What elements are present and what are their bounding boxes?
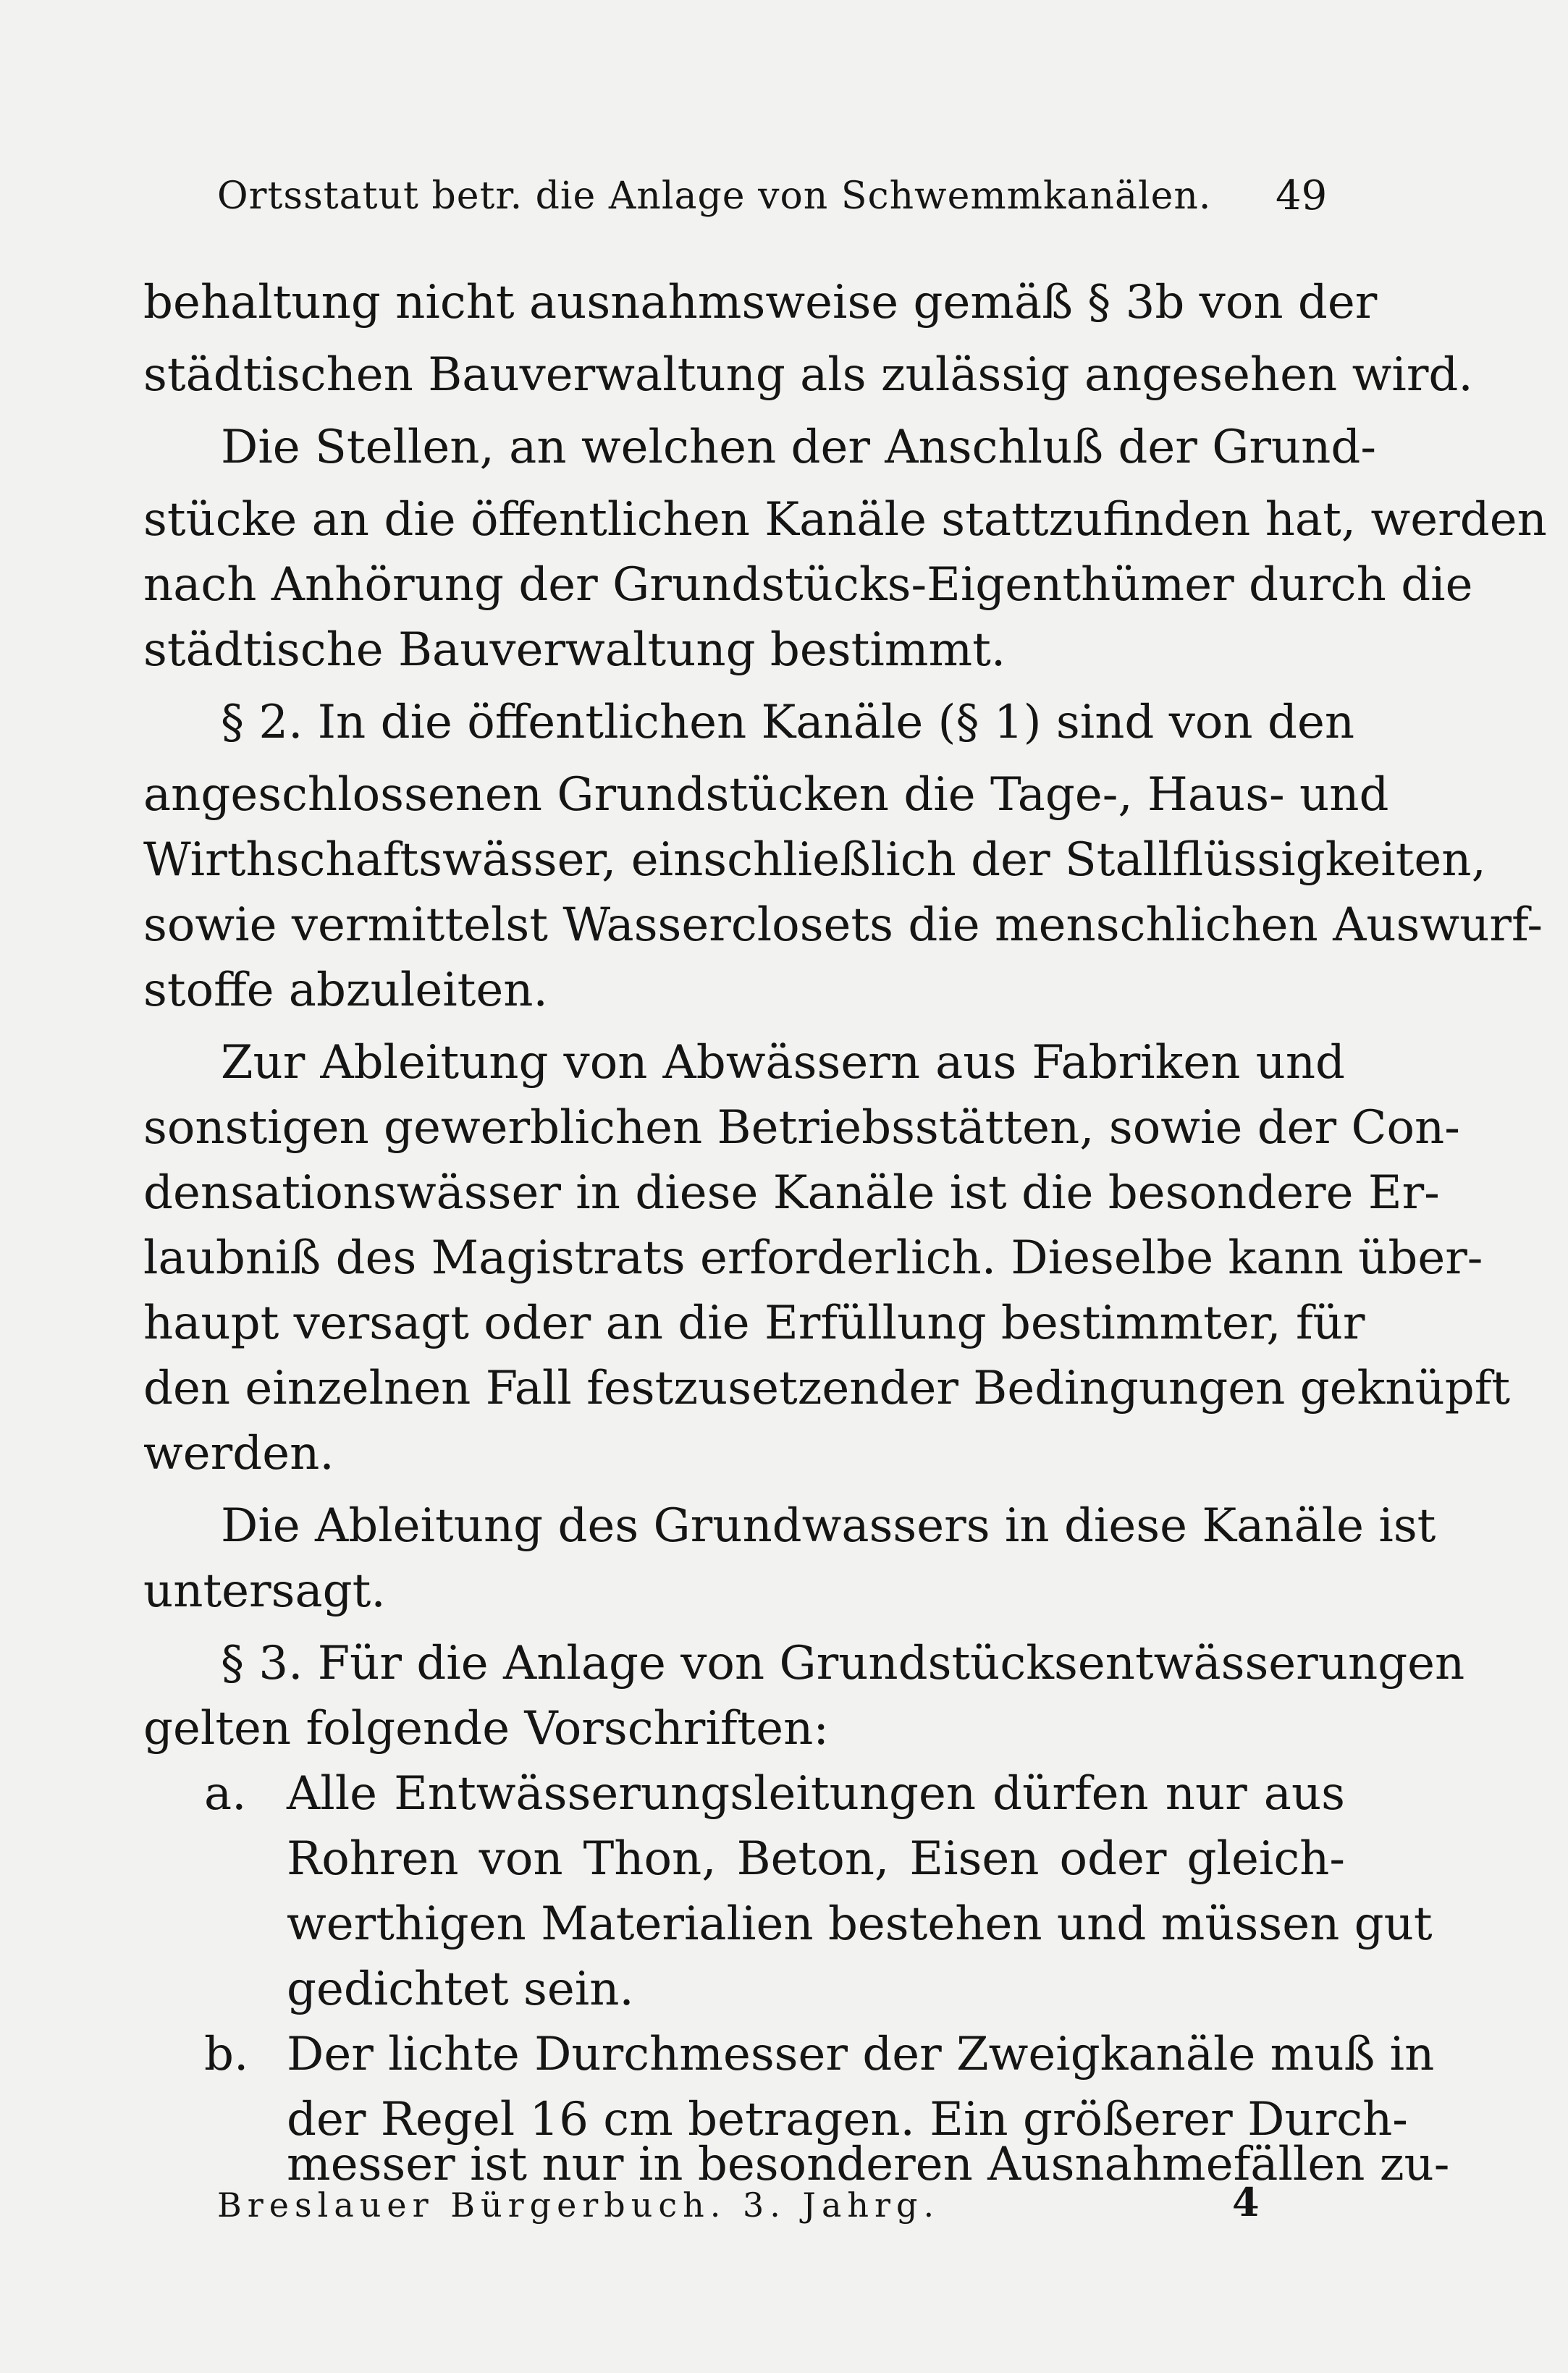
text-line: gedichtet sein. [287, 1963, 634, 2016]
text-line: städtischen Bauverwaltung als zulässig angesehen wird. [143, 348, 1473, 402]
text-line: untersagt. [143, 1564, 386, 1618]
list-marker-a: a. [204, 1767, 247, 1821]
text-line: Der lichte Durchmesser der Zweigkanäle muß in [287, 2028, 1435, 2081]
text-line: messer ist nur in besonderen Ausnahmefällen zu- [287, 2138, 1450, 2191]
text-line: sonstigen gewerblichen Betriebsstätten, sowie der Con- [143, 1101, 1460, 1155]
text-line: Die Ableitung des Grundwassers in diese Kanäle ist [221, 1499, 1436, 1553]
text-line: den einzelnen Fall festzusetzender Bedingungen geknüpft [143, 1362, 1511, 1415]
text-line: nach Anhörung der Grundstücks-Eigenthümer durch die [143, 558, 1473, 612]
running-header-title: Ortsstatut betr. die Anlage von Schwemmkanälen. [217, 174, 1212, 218]
text-line: angeschlossenen Grundstücken die Tage-, Haus- und [143, 768, 1389, 822]
text-line: der Regel 16 cm betragen. Ein größerer Durch- [287, 2093, 1408, 2146]
list-marker-b: b. [204, 2028, 249, 2081]
text-line: werthigen Materialien bestehen und müssen gut [287, 1897, 1433, 1951]
text-line: densationswässer in diese Kanäle ist die besondere Er- [143, 1166, 1440, 1220]
page-number: 49 [1276, 172, 1328, 219]
text-line: städtische Bauverwaltung bestimmt. [143, 623, 1006, 677]
text-line: laubniß des Magistrats erforderlich. Dieselbe kann über- [143, 1231, 1483, 1285]
printer-signature: Breslauer Bürgerbuch. 3. Jahrg. [217, 2186, 940, 2225]
text-line: § 3. Für die Anlage von Grundstücksentwässerungen [221, 1637, 1465, 1690]
text-line: Alle Entwässerungsleitungen dürfen nur aus [287, 1767, 1345, 1821]
text-line: stücke an die öffentlichen Kanäle stattzufinden hat, werden [143, 493, 1547, 547]
sheet-number: 4 [1232, 2179, 1260, 2225]
text-line: sowie vermittelst Wasserclosets die menschlichen Auswurf- [143, 898, 1543, 952]
text-line: § 2. In die öffentlichen Kanäle (§ 1) sind von den [221, 696, 1355, 749]
text-line: Die Stellen, an welchen der Anschluß der Grund- [221, 421, 1376, 474]
text-line: Zur Ableitung von Abwässern aus Fabriken und [221, 1036, 1345, 1089]
text-line: Wirthschaftswässer, einschließlich der Stallflüssigkeiten, [143, 833, 1486, 887]
text-line: behaltung nicht ausnahmsweise gemäß § 3b von der [143, 276, 1378, 329]
text-line: werden. [143, 1427, 334, 1480]
text-line: Rohren von Thon, Beton, Eisen oder gleich- [287, 1832, 1345, 1886]
text-line: gelten folgende Vorschriften: [143, 1702, 829, 1755]
text-line: stoffe abzuleiten. [143, 964, 548, 1017]
text-line: haupt versagt oder an die Erfüllung bestimmter, für [143, 1297, 1365, 1350]
